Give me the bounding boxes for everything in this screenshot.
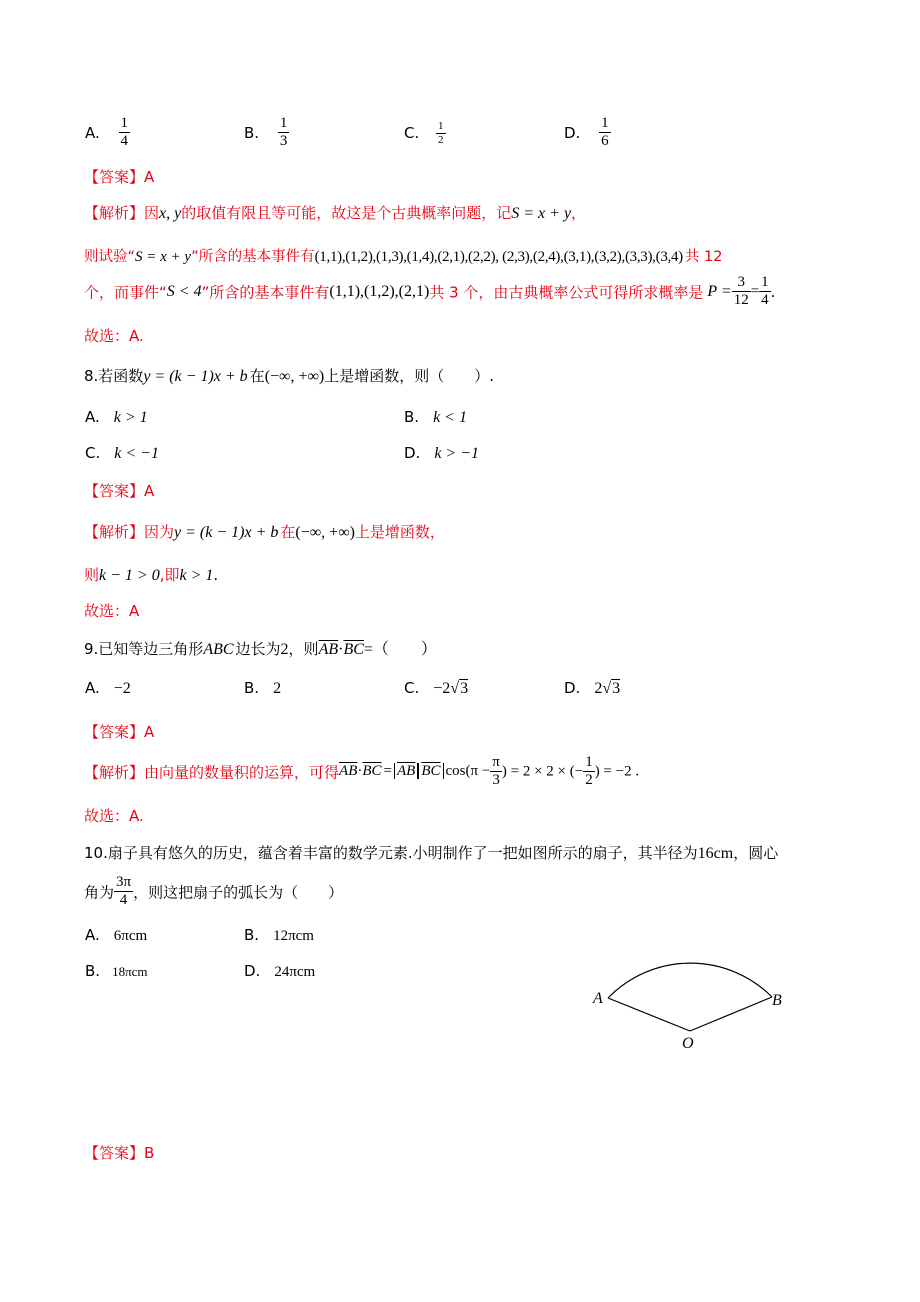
q8-option-b: B. k < 1 — [404, 408, 467, 426]
q8-conclusion: 故选：A — [84, 602, 140, 620]
q7-answer: 【答案】A — [84, 168, 155, 186]
q9-answer: 【答案】A — [84, 723, 155, 741]
q7-result-fraction: $\frac{1}{4}$ — [761, 274, 769, 309]
fan-arc — [608, 963, 772, 998]
q8-analysis-line-2: 则k − 1 > 0,即k > 1. — [84, 566, 219, 584]
q7-analysis-line-3: 个，而事件“S < 4”所含的基本事件有(1,1),(1,2),(2,1)共 3 个，由古典概率公式可得所求概率是 P = $\frac{3}{12}$ = $\frac{1}{4}$ . — [84, 274, 776, 309]
q7-option-c: C. $\frac{1}{2}$ — [404, 120, 444, 146]
q7-analysis-line-2: 则试验“S = x + y”所含的基本事件有(1,1),(1,2),(1,3),(1,4),(2,1),(2,2), (2,3),(2,4),(3,1),(3,2),(3,3),(3,4) 共 12 — [84, 249, 723, 265]
q8-option-d: D. k > −1 — [404, 444, 480, 462]
q10-stem-line-2: 角为 $\frac{3\pi}{4}$ ，则这把扇子的弧长为（ ） — [84, 874, 344, 909]
q9-one-half: $\frac{1}{2}$ — [585, 754, 593, 789]
fan-figure — [580, 905, 800, 1055]
q10-option-a: A. 6πcm — [85, 926, 148, 944]
fan-label-o: O — [682, 1035, 694, 1052]
q9-option-c: C. −2√3 — [404, 679, 469, 697]
q10-option-c: B. 18πcm — [85, 962, 148, 980]
q8-analysis-line-1: 【解析】因为y = (k − 1)x + b 在(−∞, +∞)上是增函数， — [84, 523, 445, 541]
q8-stem: 8.若函数y = (k − 1)x + b 在(−∞, +∞)上是增函数，则（ ）. — [84, 367, 494, 385]
q9-option-b: B. 2 — [244, 679, 282, 697]
q8-option-a: A. k > 1 — [85, 408, 148, 426]
q7-option-d-fraction: $\frac{1}{6}$ — [601, 115, 609, 150]
q9-analysis: 【解析】由向量的数量积的运算，可得$\overline{AB}\cdot\overline{BC} = \overline{AB}$ $\overline{BC}$ cos(π − $\frac{\pi}{3}$ ) = 2 × 2 × (− $\frac{1}{2}$ ) = −2 . — [84, 754, 640, 789]
q9-stem: 9.已知等边三角形ABC 边长为2，则$\overline{AB}\cdot\overline{BC}=$（ ） — [84, 640, 437, 658]
q10-option-d: D. 24πcm — [244, 962, 316, 980]
fan-label-a: A — [593, 990, 603, 1007]
fan-label-b: B — [772, 992, 782, 1009]
q7-option-a-fraction: $\frac{1}{4}$ — [120, 115, 129, 150]
q8-answer: 【答案】A — [84, 482, 155, 500]
q10-angle-fraction: $\frac{3\pi}{4}$ — [116, 874, 132, 909]
q7-analysis-line-1: 【解析】因x, y的取值有限且等可能，故这是个古典概率问题，记S = x + y， — [84, 204, 587, 222]
q10-answer: 【答案】B — [84, 1144, 155, 1162]
fan-radius-oa — [608, 998, 690, 1031]
q9-option-d: D. 2√3 — [564, 679, 621, 697]
q7-option-c-fraction: $\frac{1}{2}$ — [438, 120, 444, 146]
q9-option-a: A. −2 — [85, 679, 131, 697]
q7-option-d: D. $\frac{1}{6}$ — [564, 115, 609, 150]
q7-option-b: B. $\frac{1}{3}$ — [244, 115, 288, 150]
q10-stem-line-1: 10.扇子具有悠久的历史，蕴含着丰富的数学元素.小明制作了一把如图所示的扇子，其半径为16cm，圆心 — [84, 844, 779, 862]
q10-option-b: B. 12πcm — [244, 926, 314, 944]
q9-conclusion: 故选：A. — [84, 807, 144, 825]
fan-radius-ob — [690, 997, 772, 1031]
q9-pi-over-3: $\frac{\pi}{3}$ — [492, 754, 500, 789]
q8-option-c: C. k < −1 — [85, 444, 159, 462]
q7-option-a: A. $\frac{1}{4}$ — [85, 115, 129, 150]
q7-probability-fraction: $\frac{3}{12}$ — [733, 274, 749, 309]
q7-option-b-fraction: $\frac{1}{3}$ — [279, 115, 288, 150]
q7-conclusion: 故选：A. — [84, 327, 144, 345]
